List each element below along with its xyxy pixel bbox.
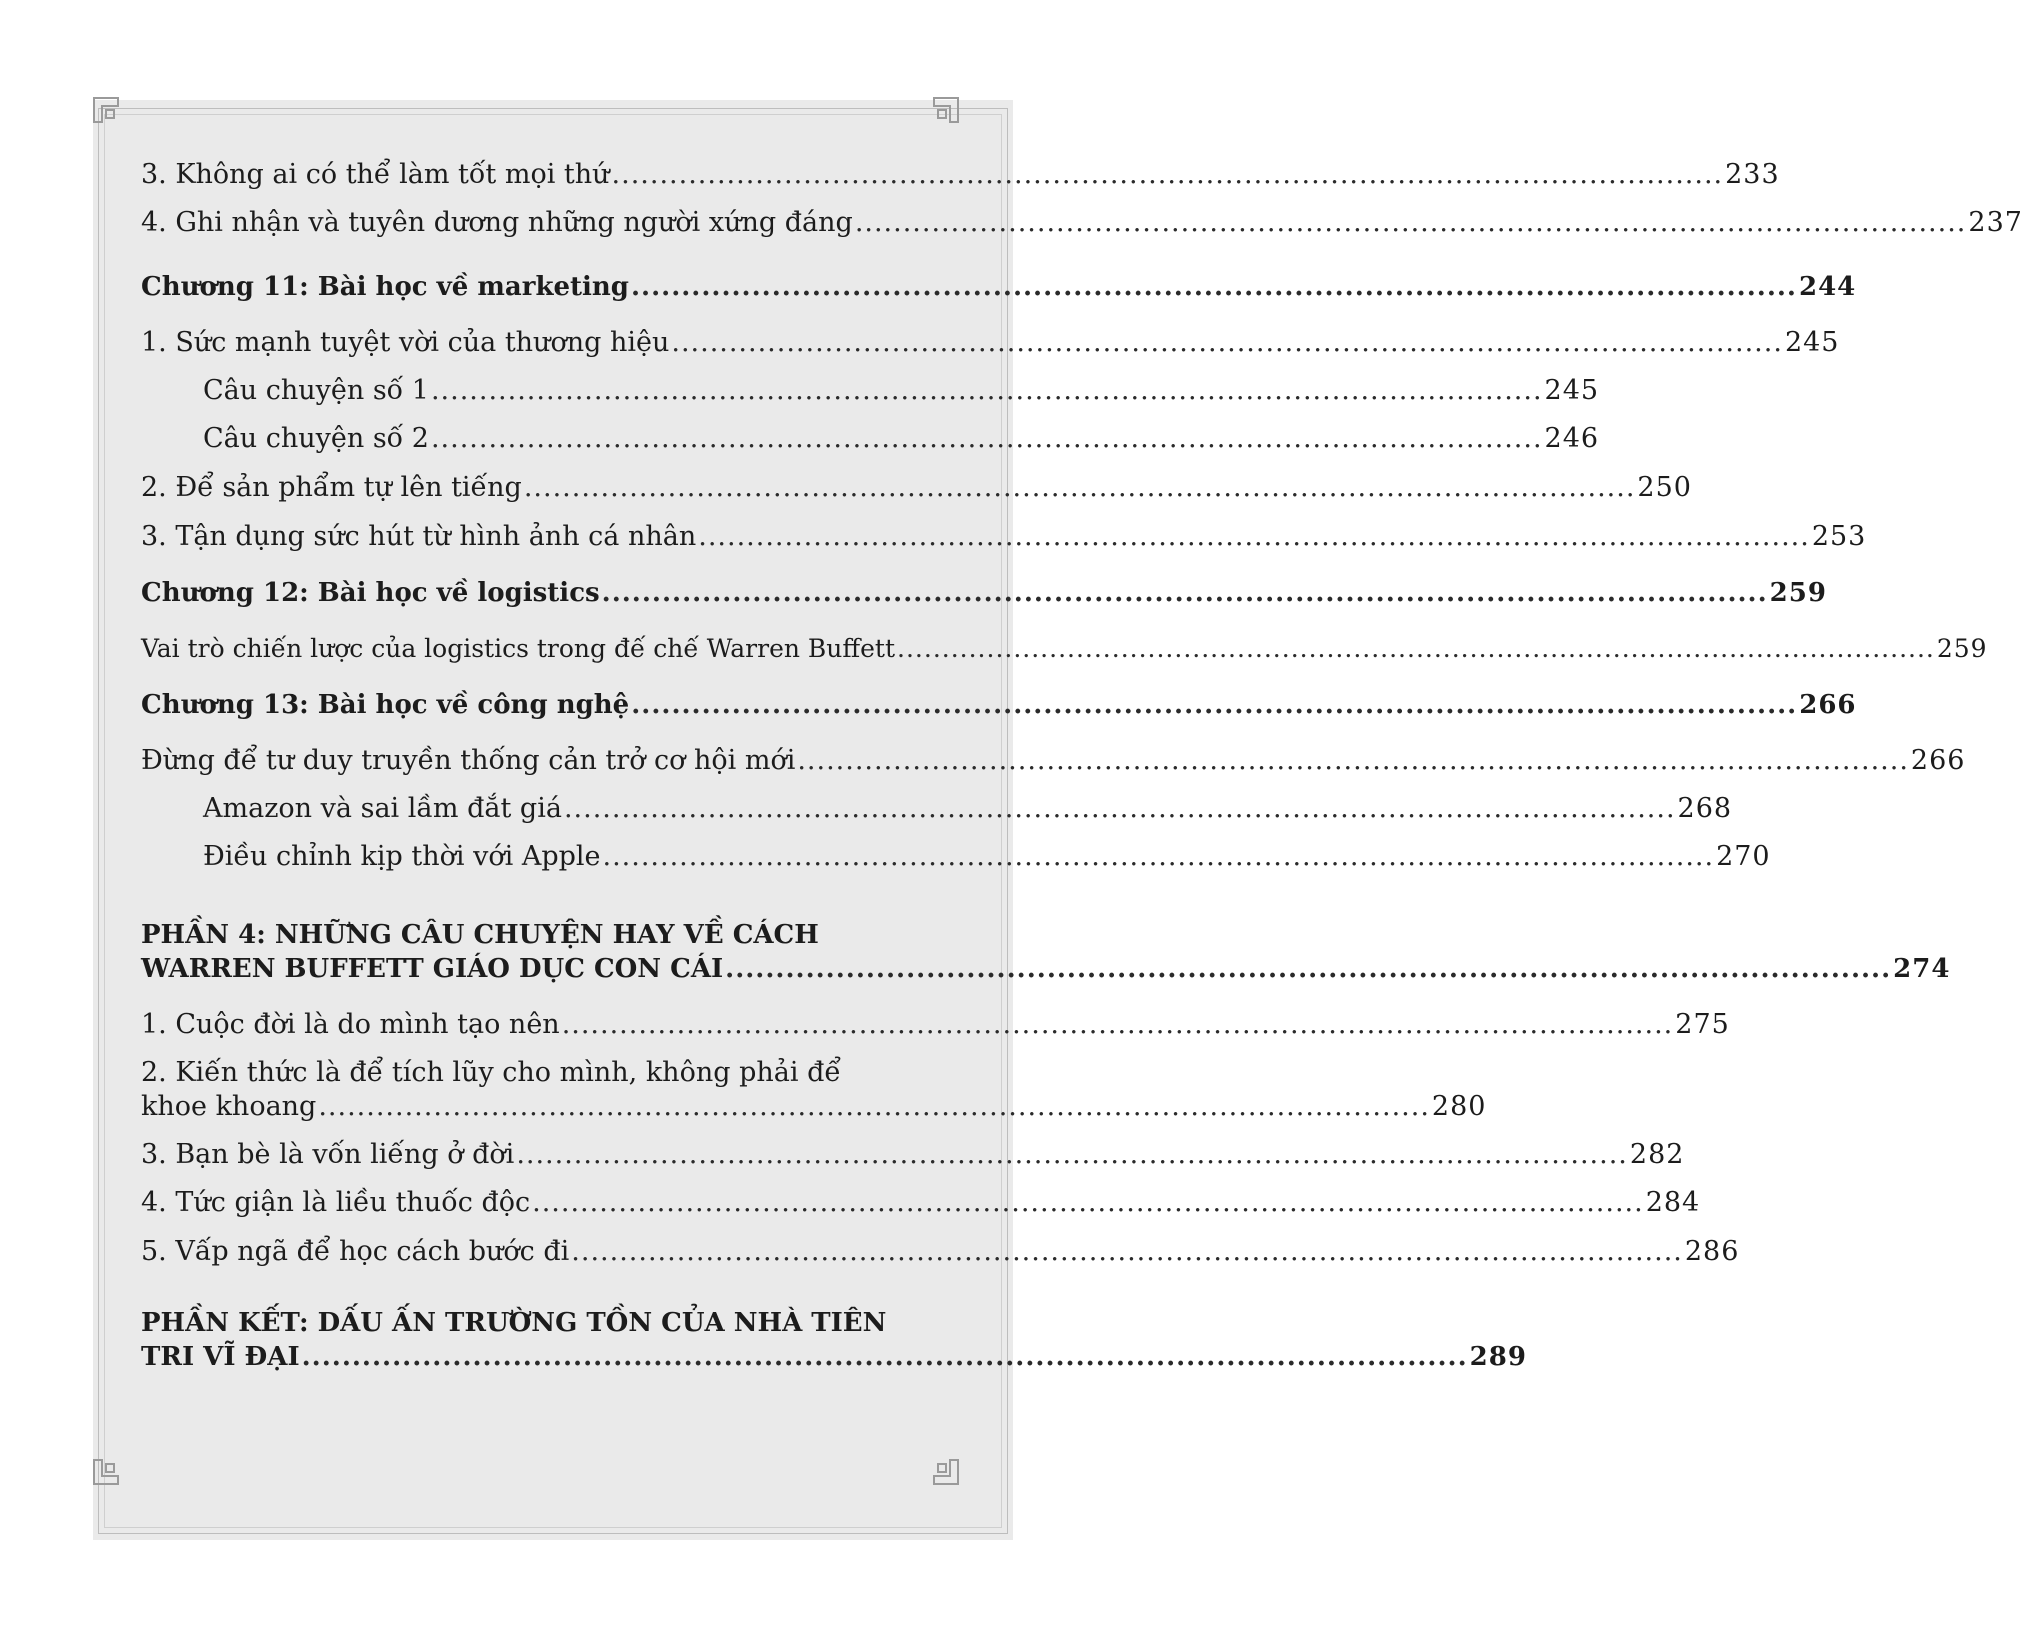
toc-entry-title: 3. Bạn bè là vốn liếng ở đời bbox=[141, 1139, 515, 1170]
toc-subentry bbox=[141, 840, 1771, 874]
toc-entry-title-line1: PHẦN 4: NHỮNG CÂU CHUYỆN HAY VỀ CÁCH bbox=[141, 920, 819, 950]
toc-page-number: 245 bbox=[1544, 375, 1600, 406]
toc-entry-title: 2. Để sản phẩm tự lên tiếng bbox=[141, 472, 522, 503]
toc-entry bbox=[141, 632, 1988, 666]
toc-entry bbox=[141, 1235, 1740, 1269]
toc-page-number: 280 bbox=[1431, 1091, 1487, 1122]
corner-ornament-bottom-left-icon bbox=[90, 1444, 134, 1488]
toc-entry-title: Câu chuyện số 2 bbox=[203, 423, 429, 454]
toc-page-number: 289 bbox=[1469, 1342, 1527, 1372]
toc-entry bbox=[141, 1056, 1487, 1124]
toc-chapter-entry bbox=[141, 576, 1827, 610]
toc-entry-title: Chương 11: Bài học về marketing bbox=[141, 272, 629, 302]
toc-entry-title: 5. Vấp ngã để học cách bước đi bbox=[141, 1236, 570, 1267]
toc-leader-dots: .................................................................................................................... bbox=[601, 578, 1768, 608]
toc-leader-dots: .................................................................................................................... bbox=[854, 207, 1967, 238]
toc-page-number: 270 bbox=[1716, 841, 1771, 872]
toc-entry-title: 1. Cuộc đời là do mình tạo nên bbox=[141, 1009, 560, 1040]
toc-chapter-entry bbox=[141, 270, 1857, 304]
toc-chapter-entry bbox=[141, 688, 1857, 722]
toc-entry-title: Câu chuyện số 1 bbox=[203, 375, 429, 406]
toc-entry-title: Chương 12: Bài học về logistics bbox=[141, 578, 600, 608]
toc-page-number: 275 bbox=[1675, 1009, 1730, 1040]
toc-page-number: 253 bbox=[1811, 521, 1867, 552]
toc-leader-dots: .................................................................................................................... bbox=[725, 954, 1892, 984]
toc-leader-dots: .................................................................................................................... bbox=[561, 1009, 1674, 1040]
toc-entry-title: Amazon và sai lầm đắt giá bbox=[203, 793, 562, 824]
toc-page-number: 284 bbox=[1645, 1187, 1701, 1218]
toc-subentry bbox=[141, 422, 1600, 456]
toc-entry bbox=[141, 520, 1867, 554]
toc-entry bbox=[141, 1138, 1685, 1172]
toc-entry-title: Điều chỉnh kịp thời với Apple bbox=[203, 841, 601, 872]
toc-entry bbox=[141, 744, 1966, 778]
toc-page-number: 274 bbox=[1893, 954, 1951, 984]
toc-page-number: 268 bbox=[1677, 793, 1733, 824]
toc-page-number: 259 bbox=[1769, 578, 1827, 608]
toc-entry-title-line1: 2. Kiến thức là để tích lũy cho mình, không phải để bbox=[141, 1057, 841, 1088]
toc-page-number: 282 bbox=[1629, 1139, 1685, 1170]
toc-leader-dots: .................................................................................................................... bbox=[301, 1342, 1468, 1372]
toc-leader-dots: .................................................................................................................... bbox=[430, 423, 1543, 454]
toc-entry bbox=[141, 206, 2023, 240]
toc-entry-title: TRI VĨ ĐẠI bbox=[141, 1342, 300, 1372]
corner-ornament-bottom-right-icon bbox=[918, 1444, 962, 1488]
toc-entry-title: Vai trò chiến lược của logistics trong đế chế Warren Buffett bbox=[141, 634, 896, 663]
toc-entry-title: 4. Tức giận là liều thuốc độc bbox=[141, 1187, 531, 1218]
toc-subentry bbox=[141, 792, 1733, 826]
toc-leader-dots: .................................................................................................................... bbox=[897, 634, 1935, 663]
toc-entry-title: Đừng để tư duy truyền thống cản trở cơ hội mới bbox=[141, 745, 796, 776]
toc-page-number: 245 bbox=[1784, 327, 1840, 358]
toc-page-number: 266 bbox=[1799, 690, 1857, 720]
toc-page-number: 233 bbox=[1725, 159, 1780, 190]
toc-leader-dots: .................................................................................................................... bbox=[611, 159, 1724, 190]
toc-entry bbox=[141, 471, 1692, 505]
toc-entry bbox=[141, 158, 1780, 192]
toc-leader-dots: .................................................................................................................... bbox=[430, 375, 1543, 406]
toc-leader-dots: .................................................................................................................... bbox=[563, 793, 1676, 824]
toc-leader-dots: .................................................................................................................... bbox=[797, 745, 1909, 776]
toc-subentry bbox=[141, 374, 1600, 408]
toc-page-number: 286 bbox=[1684, 1236, 1740, 1267]
toc-leader-dots: .................................................................................................................... bbox=[523, 472, 1636, 503]
toc-leader-dots: .................................................................................................................... bbox=[602, 841, 1715, 872]
toc-page-number: 250 bbox=[1637, 472, 1692, 503]
corner-ornament-top-left-icon bbox=[90, 94, 134, 138]
corner-ornament-top-right-icon bbox=[918, 94, 962, 138]
toc-leader-dots: .................................................................................................................... bbox=[318, 1091, 1430, 1122]
toc-page-number: 266 bbox=[1910, 745, 1966, 776]
toc-entry-title: 4. Ghi nhận và tuyên dương những người xứng đáng bbox=[141, 207, 853, 238]
toc-leader-dots: .................................................................................................................... bbox=[630, 272, 1797, 302]
toc-leader-dots: .................................................................................................................... bbox=[571, 1236, 1683, 1267]
toc-page-number: 246 bbox=[1544, 423, 1600, 454]
toc-leader-dots: .................................................................................................................... bbox=[671, 327, 1783, 358]
toc-leader-dots: .................................................................................................................... bbox=[516, 1139, 1628, 1170]
toc-page-number: 244 bbox=[1799, 272, 1857, 302]
toc-page-number: 237 bbox=[1968, 207, 2023, 238]
toc-entry-title: Chương 13: Bài học về công nghệ bbox=[141, 690, 630, 720]
toc-entry-title-line1: PHẦN KẾT: DẤU ẤN TRƯỜNG TỒN CỦA NHÀ TIÊN bbox=[141, 1308, 887, 1338]
toc-entry bbox=[141, 1008, 1730, 1042]
toc-entry-title: 1. Sức mạnh tuyệt vời của thương hiệu bbox=[141, 327, 670, 358]
toc-part-entry bbox=[141, 1306, 1527, 1374]
toc-entry-title: 3. Không ai có thể làm tốt mọi thứ bbox=[141, 159, 610, 190]
toc-entry-title: khoe khoang bbox=[141, 1091, 317, 1122]
toc-part-entry bbox=[141, 918, 1951, 986]
toc-entry-title: WARREN BUFFETT GIÁO DỤC CON CÁI bbox=[141, 954, 724, 984]
toc-leader-dots: .................................................................................................................... bbox=[631, 690, 1798, 720]
toc-entry bbox=[141, 326, 1840, 360]
toc-page-number: 259 bbox=[1936, 634, 1988, 663]
toc-leader-dots: .................................................................................................................... bbox=[532, 1187, 1644, 1218]
toc-leader-dots: .................................................................................................................... bbox=[698, 521, 1810, 552]
toc-entry-title: 3. Tận dụng sức hút từ hình ảnh cá nhân bbox=[141, 521, 697, 552]
toc-entry bbox=[141, 1186, 1701, 1220]
